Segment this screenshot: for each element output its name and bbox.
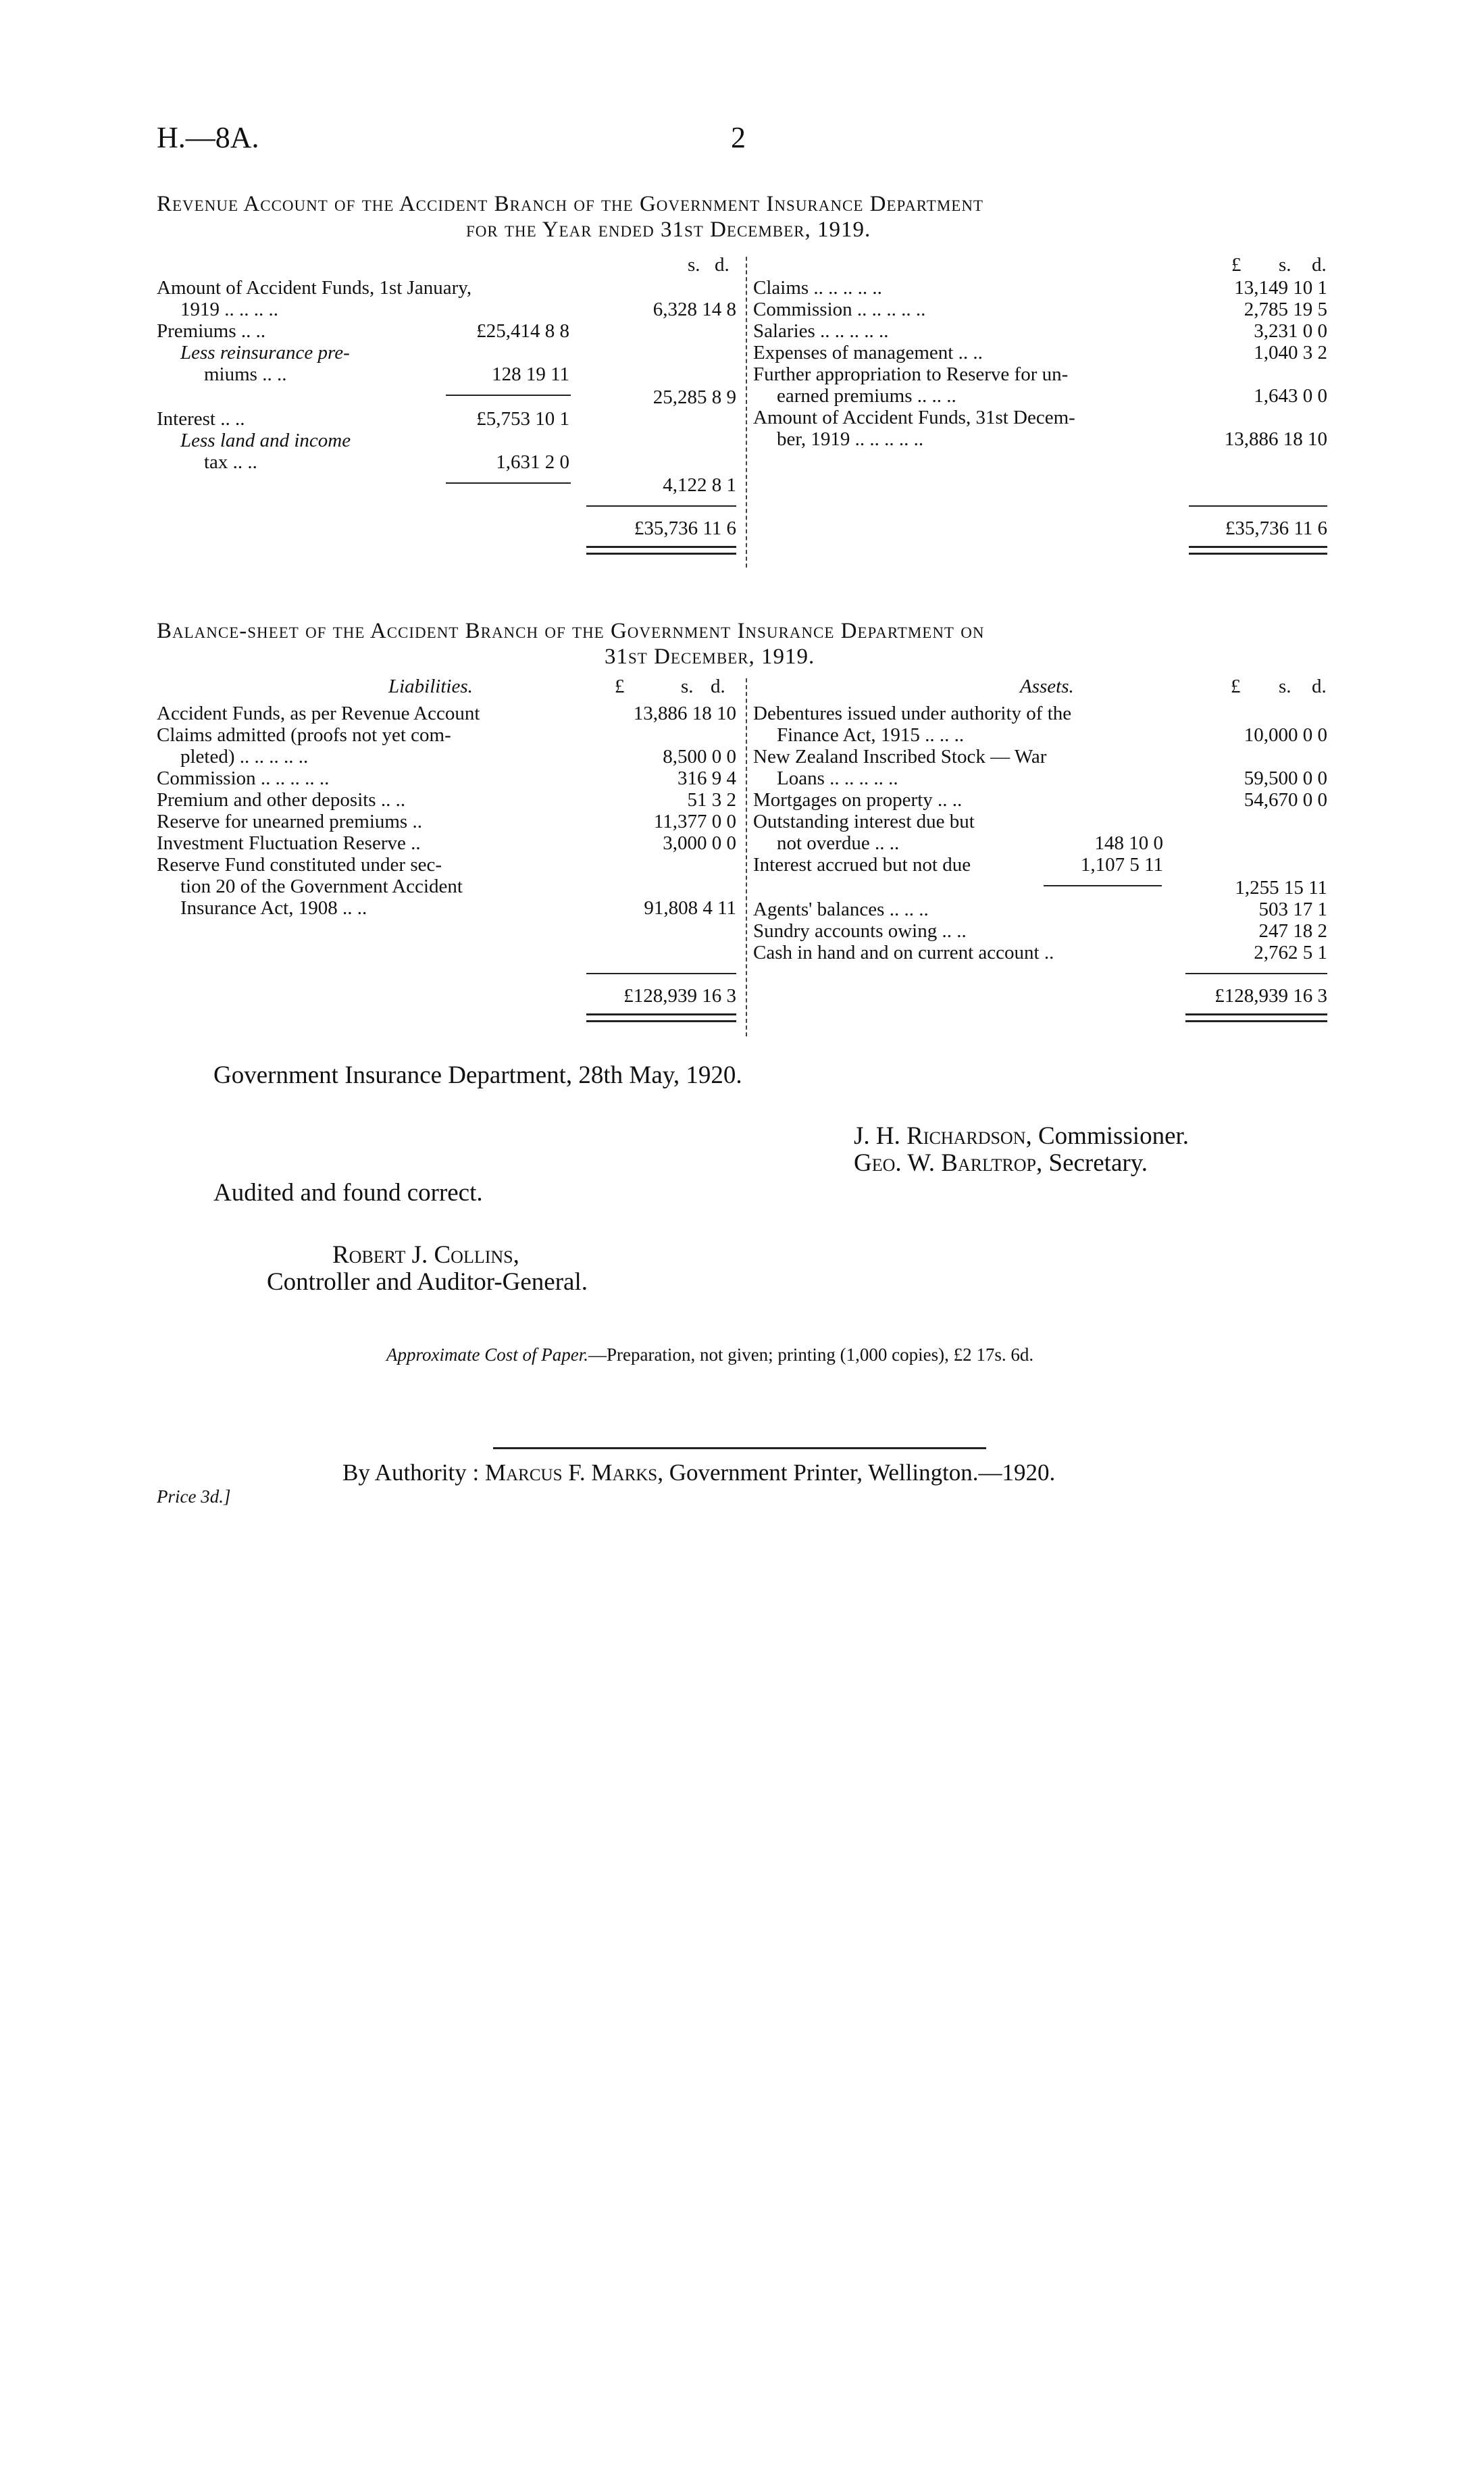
- revenue-right-head-l: £: [1231, 254, 1242, 276]
- rev-right-total-rule: [1189, 505, 1327, 507]
- audited-note: Audited and found correct.: [213, 1179, 483, 1207]
- asset-5-amt: 1,107 5 11: [1080, 854, 1163, 876]
- rev-further-1: Further appropriation to Reserve for un-: [753, 363, 1069, 385]
- liab-7-val: 91,808 4 11: [644, 897, 736, 919]
- authority-prefix: By Authority :: [342, 1459, 480, 1486]
- rev-interest-amt: £5,753 10 1: [476, 408, 569, 430]
- footer-rule: [493, 1447, 986, 1449]
- rev-commission: Commission .. .. .. .. ..: [753, 299, 926, 320]
- asset-6-val: 503 17 1: [1258, 899, 1327, 920]
- liab-total-dbl: [586, 1013, 736, 1022]
- rev-premiums-rule: [446, 395, 571, 396]
- asset-4-amt: 148 10 0: [1094, 832, 1163, 854]
- rev-claims: Claims .. .. .. .. ..: [753, 277, 882, 299]
- commissioner-role: , Commissioner.: [1025, 1122, 1189, 1150]
- cost-label: Approximate Cost of Paper.: [386, 1344, 588, 1365]
- rev-funds-end-2: ber, 1919 .. .. .. .. ..: [777, 428, 924, 450]
- page-number: 2: [731, 121, 746, 154]
- cost-text: —Preparation, not given; printing (1,000 copies), £2 17s. 6d.: [588, 1344, 1034, 1365]
- dept-date: Government Insurance Department, 28th May, 1920.: [213, 1061, 742, 1089]
- liab-head-s: s.: [681, 676, 694, 697]
- revenue-left-head-s: s.: [688, 254, 700, 276]
- revenue-left-head-d: d.: [715, 254, 730, 276]
- authority-rest: , Government Printer, Wellington.—1920.: [657, 1459, 1056, 1486]
- liab-7b: tion 20 of the Government Accident: [180, 876, 463, 897]
- rev-claims-val: 13,149 10 1: [1234, 277, 1327, 299]
- rev-salaries-val: 3,231 0 0: [1254, 320, 1327, 342]
- rev-less-reins-1: Less reinsurance pre-: [180, 342, 350, 363]
- liab-3-val: 316 9 4: [677, 768, 736, 789]
- asset-4b: not overdue .. ..: [777, 832, 900, 854]
- rev-interest-rule: [446, 482, 571, 484]
- asset-1a: Debentures issued under authority of the: [753, 703, 1072, 724]
- rev-left-total-rule: [586, 505, 736, 507]
- asset-8: Cash in hand and on current account ..: [753, 942, 1054, 963]
- balance-divider: [746, 678, 747, 1036]
- signature-secretary: [854, 1149, 1148, 1178]
- rev-commission-val: 2,785 19 5: [1244, 299, 1327, 320]
- authority-line: [342, 1459, 1055, 1486]
- asset-4a: Outstanding interest due but: [753, 811, 975, 832]
- asset-7: Sundry accounts owing .. ..: [753, 920, 967, 942]
- rev-interest: Interest .. ..: [157, 408, 245, 430]
- asset-interest-rule: [1044, 885, 1162, 886]
- liab-3: Commission .. .. .. .. ..: [157, 768, 330, 789]
- asset-1-val: 10,000 0 0: [1244, 724, 1327, 746]
- liab-5: Reserve for unearned premiums ..: [157, 811, 422, 832]
- printer-name: Marcus F. Marks: [485, 1459, 658, 1486]
- liab-head-d: d.: [711, 676, 725, 697]
- revenue-title-line2: for the Year ended 31st December, 1919.: [466, 218, 871, 242]
- asset-6: Agents' balances .. .. ..: [753, 899, 929, 920]
- balance-title-line1: Balance-sheet of the Accident Branch of the Government Insurance Department on: [157, 619, 985, 643]
- asset-2b: Loans .. .. .. .. ..: [777, 768, 898, 789]
- liab-1: Accident Funds, as per Revenue Account: [157, 703, 480, 724]
- rev-reins-amt: 128 19 11: [492, 363, 569, 385]
- rev-left-total: £35,736 11 6: [634, 518, 736, 539]
- asset-3: Mortgages on property .. ..: [753, 789, 963, 811]
- liab-7c: Insurance Act, 1908 .. ..: [180, 897, 367, 919]
- rev-tax-amt: 1,631 2 0: [496, 451, 569, 473]
- rev-less-reins-2: miums .. ..: [204, 363, 287, 385]
- rev-further-val: 1,643 0 0: [1254, 385, 1327, 407]
- rev-right-total-dbl: [1189, 546, 1327, 555]
- rev-left-total-dbl: [586, 546, 736, 555]
- asset-2a: New Zealand Inscribed Stock — War: [753, 746, 1047, 768]
- asset-1b: Finance Act, 1915 .. .. ..: [777, 724, 965, 746]
- revenue-right-head-s: s.: [1279, 254, 1291, 276]
- price-note: Price 3d.]: [157, 1486, 231, 1507]
- revenue-title-line1: Revenue Account of the Accident Branch of the Government Insurance Department: [157, 192, 983, 216]
- rev-funds-end-val: 13,886 18 10: [1224, 428, 1327, 450]
- liab-4: Premium and other deposits .. ..: [157, 789, 406, 811]
- liab-2b: pleted) .. .. .. .. ..: [180, 746, 309, 768]
- assets-total: £128,939 16 3: [1214, 985, 1327, 1007]
- assets-total-rule: [1185, 973, 1327, 974]
- auditor-role: Controller and Auditor-General.: [267, 1268, 588, 1296]
- rev-expenses-val: 1,040 3 2: [1254, 342, 1327, 363]
- liab-1-val: 13,886 18 10: [633, 703, 736, 724]
- signature-commissioner: [854, 1122, 1189, 1151]
- asset-interest-total: 1,255 15 11: [1235, 877, 1327, 899]
- assets-head: Assets.: [1020, 676, 1074, 697]
- secretary-name: Geo. W. Barltrop: [854, 1149, 1036, 1177]
- rev-further-2: earned premiums .. .. ..: [777, 385, 956, 407]
- document-code: H.—8A.: [157, 121, 259, 154]
- rev-premiums: Premiums .. ..: [157, 320, 266, 342]
- rev-funds-2: 1919 .. .. .. ..: [180, 299, 278, 320]
- liab-6-val: 3,000 0 0: [663, 832, 736, 854]
- liab-7a: Reserve Fund constituted under sec-: [157, 854, 442, 876]
- cost-note: [386, 1344, 1033, 1365]
- rev-funds-end-1: Amount of Accident Funds, 31st Decem-: [753, 407, 1075, 428]
- assets-total-dbl: [1185, 1013, 1327, 1022]
- assets-head-d: d.: [1312, 676, 1327, 697]
- liab-5-val: 11,377 0 0: [653, 811, 736, 832]
- revenue-right-head-d: d.: [1312, 254, 1327, 276]
- rev-expenses: Expenses of management .. ..: [753, 342, 983, 363]
- rev-funds-val: 6,328 14 8: [653, 299, 736, 320]
- rev-funds-1: Amount of Accident Funds, 1st January,: [157, 277, 472, 299]
- secretary-role: , Secretary.: [1036, 1149, 1148, 1177]
- liab-6: Investment Fluctuation Reserve ..: [157, 832, 421, 854]
- rev-premiums-net: 25,285 8 9: [653, 386, 736, 408]
- liab-4-val: 51 3 2: [687, 789, 736, 811]
- rev-premiums-amt: £25,414 8 8: [476, 320, 569, 342]
- asset-8-val: 2,762 5 1: [1254, 942, 1327, 963]
- revenue-divider: [746, 257, 747, 568]
- asset-3-val: 54,670 0 0: [1244, 789, 1327, 811]
- rev-less-tax-2: tax .. ..: [204, 451, 257, 473]
- asset-2-val: 59,500 0 0: [1244, 768, 1327, 789]
- liab-total: £128,939 16 3: [623, 985, 736, 1007]
- commissioner-name: J. H. Richardson: [854, 1122, 1026, 1150]
- liabilities-head: Liabilities.: [388, 676, 473, 697]
- balance-title-line2: 31st December, 1919.: [605, 645, 815, 669]
- rev-right-total: £35,736 11 6: [1225, 518, 1327, 539]
- asset-7-val: 247 18 2: [1258, 920, 1327, 942]
- auditor-name: Robert J. Collins,: [332, 1241, 519, 1269]
- assets-head-l: £: [1231, 676, 1241, 697]
- liab-head-l: £: [615, 676, 625, 697]
- liab-total-rule: [586, 973, 736, 974]
- rev-interest-net: 4,122 8 1: [663, 474, 736, 496]
- liab-2-val: 8,500 0 0: [663, 746, 736, 768]
- assets-head-s: s.: [1279, 676, 1291, 697]
- asset-5: Interest accrued but not due: [753, 854, 971, 876]
- rev-less-tax-1: Less land and income: [180, 430, 351, 451]
- liab-2a: Claims admitted (proofs not yet com-: [157, 724, 451, 746]
- rev-salaries: Salaries .. .. .. .. ..: [753, 320, 889, 342]
